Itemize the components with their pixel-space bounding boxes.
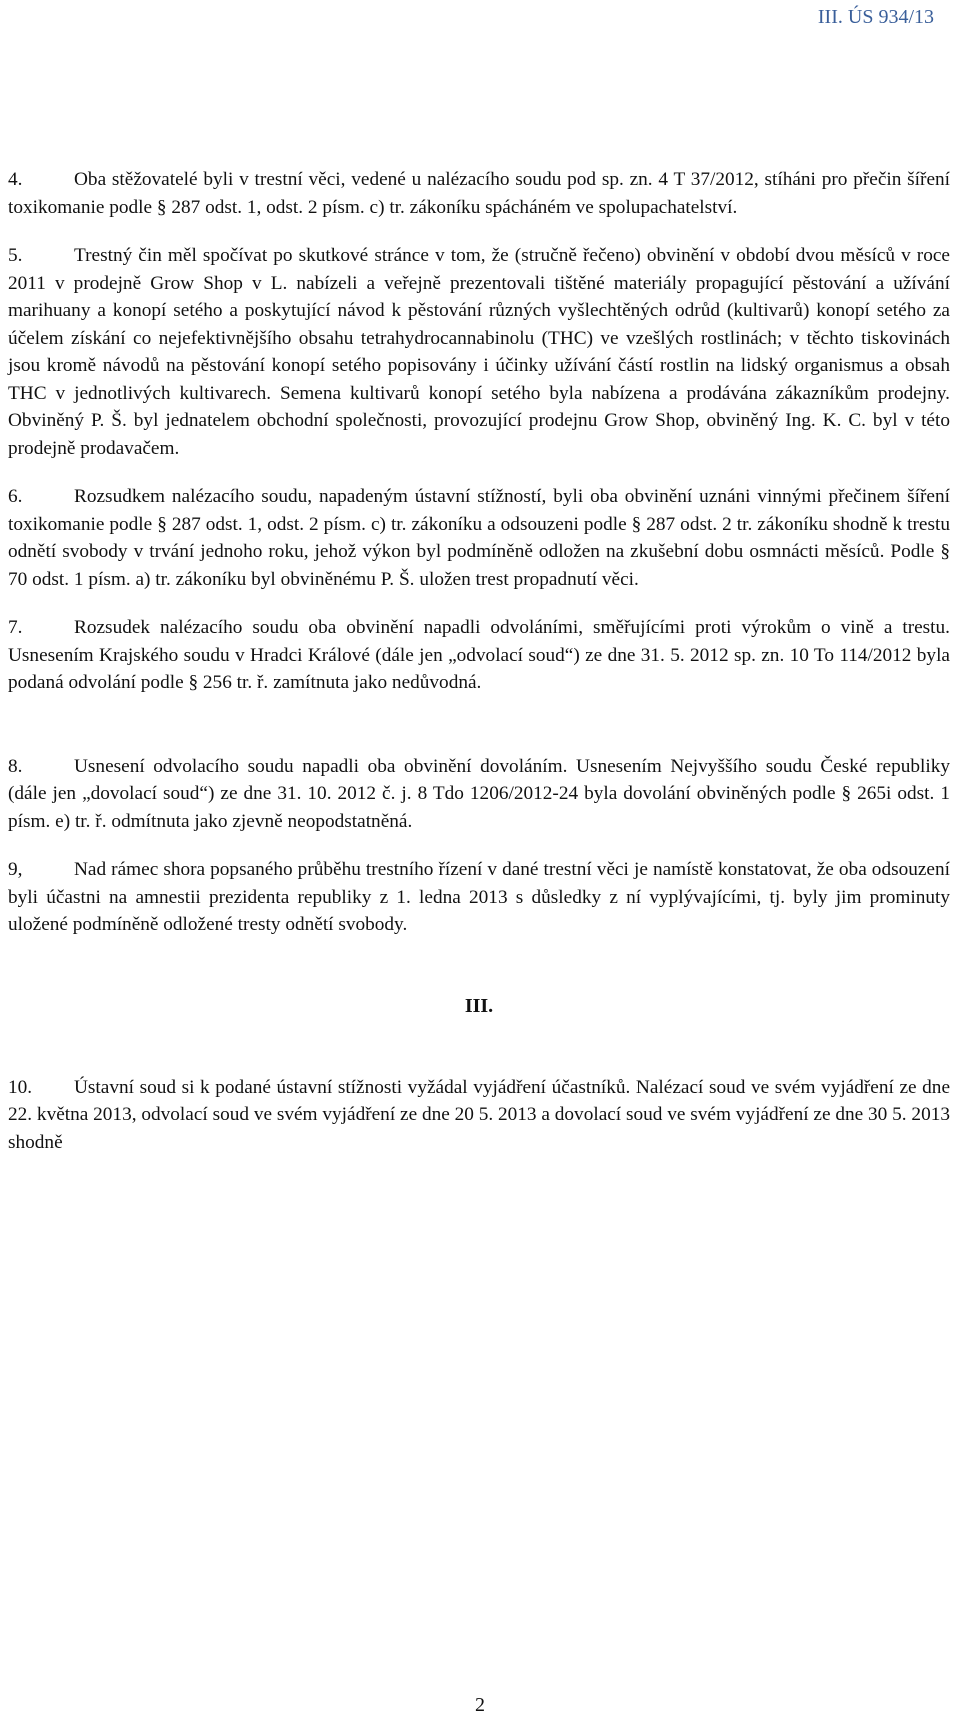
paragraph-7	[8, 614, 950, 697]
paragraph-number: 7.	[8, 617, 23, 638]
paragraph-number: 9,	[8, 859, 23, 880]
paragraph-text: Oba stěžovatelé byli v trestní věci, vedené u nalézacího soudu pod sp. zn. 4 T 37/2012, stíháni pro přečin šíření toxikomanie podle § 287 odst. 1, odst. 2 písm. c) tr. zákoníku spácháném ve spolupachatelství.	[8, 169, 950, 218]
paragraph-text: Ústavní soud si k podané ústavní stížnosti vyžádal vyjádření účastníků. Nalézací soud ve svém vyjádření ze dne 22. května 2013, odvolací soud ve svém vyjádření ze dne 20 5. 2013 a dovolací soud ve svém vyjádření ze dne 30 5. 2013 shodně	[8, 1076, 950, 1153]
paragraph-number: 10.	[8, 1076, 33, 1098]
paragraph-number: 5.	[8, 245, 23, 266]
paragraph-text: Nad rámec shora popsaného průběhu trestního řízení v dané trestní věci je namístě konstatovat, že oba odsouzení byli účastni na amnestii prezidenta republiky z 1. ledna 2013 s důsledky z ní vyplývajícími, tj. byly jim prominuty uložené podmíněně odložené tresty odnětí svobody.	[8, 859, 950, 935]
document-body	[8, 166, 950, 1156]
paragraph-number: 8.	[8, 755, 23, 777]
page-number: 2	[475, 1694, 485, 1716]
paragraph-text: Usnesení odvolacího soudu napadli oba obvinění dovoláním. Usnesením Nejvyššího soudu České republiky (dále jen „dovolací soud“) ze dne 31. 10. 2012 č. j. 8 Tdo 1206/2012-24 byla dovolání obviněných podle § 265i odst. 1 písm. e) tr. ř. odmítnuta jako zjevně neopodstatněná.	[8, 755, 950, 832]
paragraph-text: Rozsudkem nalézacího soudu, napadeným ústavní stížností, byli oba obvinění uznáni vinnými přečinem šíření toxikomanie podle § 287 odst. 1, odst. 2 písm. c) tr. zákoníku a odsouzeni podle § 287 odst. 2 tr. zákoníku shodně k trestu odnětí svobody v trvání jednoho roku, jehož výkon byl podmíněně odložen na zkušební dobu osmnácti měsíců. Podle § 70 odst. 1 písm. a) tr. zákoníku byl obviněnému P. Š. uložen trest propadnutí věci.	[8, 486, 950, 590]
paragraph-text: Trestný čin měl spočívat po skutkové stránce v tom, že (stručně řečeno) obvinění v období dvou měsíců v roce 2011 v prodejně Grow Shop v L. nabízeli a veřejně prezentovali tištěné materiály propagující pěstování a užívání marihuany a konopí setého a poskytující návod k pěstování různých vyšlechtěných odrůd (kultivarů) konopí setého za účelem získání co nejefektivnějšího obsahu tetrahydrocannabinolu (THC) ve vzešlých rostlinách; v těchto tiskovinách jsou kromě návodů na pěstování konopí setého popisovány i účinky užívání částí rostlin na lidský organismus a obsah THC v jednotlivých kultivarech. Semena kultivarů konopí setého byla nabízena a prodávána zákazníkům prodejny. Obviněný P. Š. byl jednatelem obchodní společnosti, provozující prodejnu Grow Shop, obviněný Ing. K. C. byl v této prodejně prodavačem.	[8, 245, 950, 459]
paragraph-text: Rozsudek nalézacího soudu oba obvinění napadli odvoláními, směřujícími proti výrokům o vině a trestu. Usnesením Krajského soudu v Hradci Králové (dále jen „odvolací soud“) ze dne 31. 5. 2012 sp. zn. 10 To 114/2012 byla podaná odvolání podle § 256 tr. ř. zamítnuta jako nedůvodná.	[8, 617, 950, 693]
paragraph-10	[8, 1074, 950, 1157]
paragraph-number: 4.	[8, 169, 23, 190]
paragraph-9	[8, 856, 950, 939]
paragraph-5	[8, 242, 950, 462]
paragraph-6	[8, 483, 950, 593]
paragraph-4	[8, 166, 950, 221]
case-reference: III. ÚS 934/13	[817, 6, 934, 28]
section-heading: III.	[464, 994, 494, 1017]
paragraph-number: 6.	[8, 486, 23, 507]
paragraph-8	[8, 753, 950, 836]
